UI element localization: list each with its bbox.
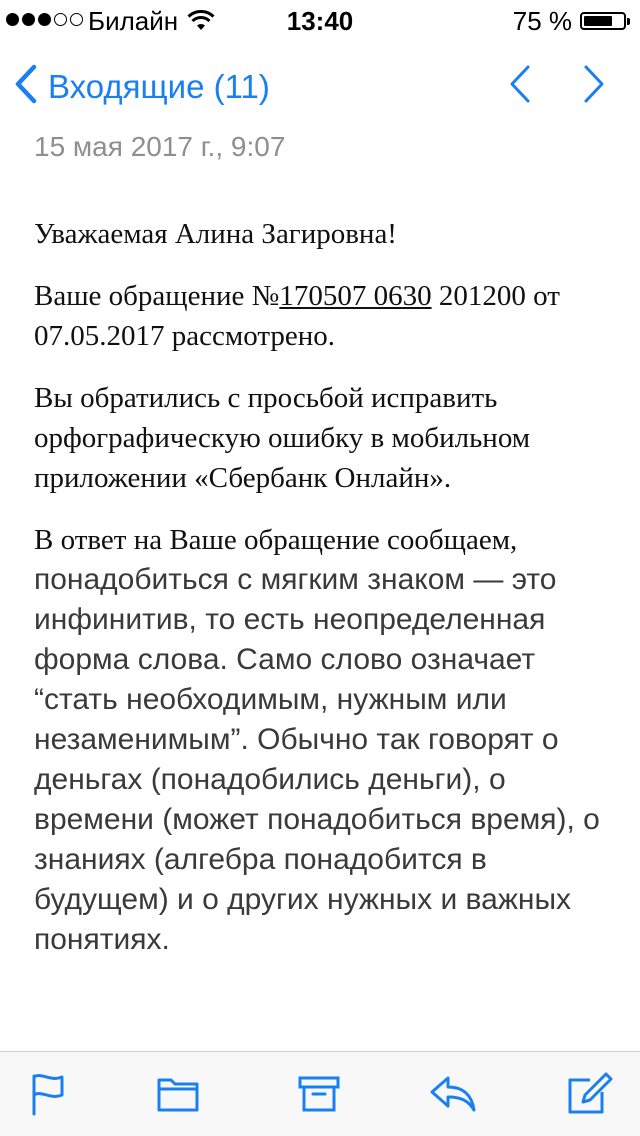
chevron-left-icon	[14, 64, 38, 109]
request-number-link[interactable]: 170507 0630	[279, 280, 432, 312]
status-bar	[0, 0, 640, 40]
paragraph-request-subject: Вы обратились с просьбой исправить орфографическую ошибку в мобильном приложении «Сбербанк Онлайн».	[34, 382, 531, 494]
greeting: Уважаемая Алина Загировна!	[34, 218, 397, 250]
answer-rest: понадобиться с мягким знаком — это инфинитив, то есть неопределенная форма слова. Само слово означает “стать необходимым, нужным или незаменимым”. Обычно так говорят о деньгах (понадобились деньги), о времени (может понадобиться время), о знаниях (алгебра понадобится в будущем) и о других нужных и важных понятиях.	[34, 563, 600, 956]
message-body	[34, 214, 624, 960]
move-to-folder-button[interactable]	[155, 1072, 201, 1121]
paragraph-request-status	[34, 276, 624, 356]
battery-nub	[627, 18, 630, 25]
flag-button[interactable]	[28, 1072, 68, 1121]
message-date: 15 мая 2017 г., 9:07	[34, 131, 286, 162]
request-suffix: 201200 от 07.05.2017 рассмотрено.	[34, 280, 560, 352]
back-button-label: Входящие (11)	[48, 67, 270, 105]
battery-icon	[580, 12, 626, 30]
compose-button[interactable]	[566, 1072, 614, 1121]
reply-icon	[428, 1103, 478, 1120]
reply-button[interactable]	[428, 1072, 478, 1121]
navigation-bar	[0, 40, 640, 128]
compose-icon	[566, 1103, 614, 1120]
flag-icon	[28, 1103, 68, 1120]
archive-icon	[296, 1103, 342, 1120]
carrier-name: Билайн	[88, 6, 179, 36]
previous-message-button[interactable]	[508, 64, 532, 109]
back-to-inbox-button[interactable]	[14, 64, 270, 109]
battery-percentage: 75 %	[512, 6, 572, 36]
clock: 13:40	[286, 6, 354, 36]
next-message-button[interactable]	[582, 64, 606, 109]
archive-button[interactable]	[296, 1072, 342, 1121]
folder-icon	[155, 1103, 201, 1120]
paragraph-answer	[34, 520, 624, 960]
battery-fill	[584, 16, 612, 26]
chevron-left-icon	[508, 91, 532, 108]
bottom-toolbar	[0, 1051, 640, 1136]
request-prefix: Ваше обращение №	[34, 280, 280, 312]
answer-lead: В ответ на Ваше обращение сообщаем,	[34, 524, 518, 556]
chevron-right-icon	[582, 91, 606, 108]
